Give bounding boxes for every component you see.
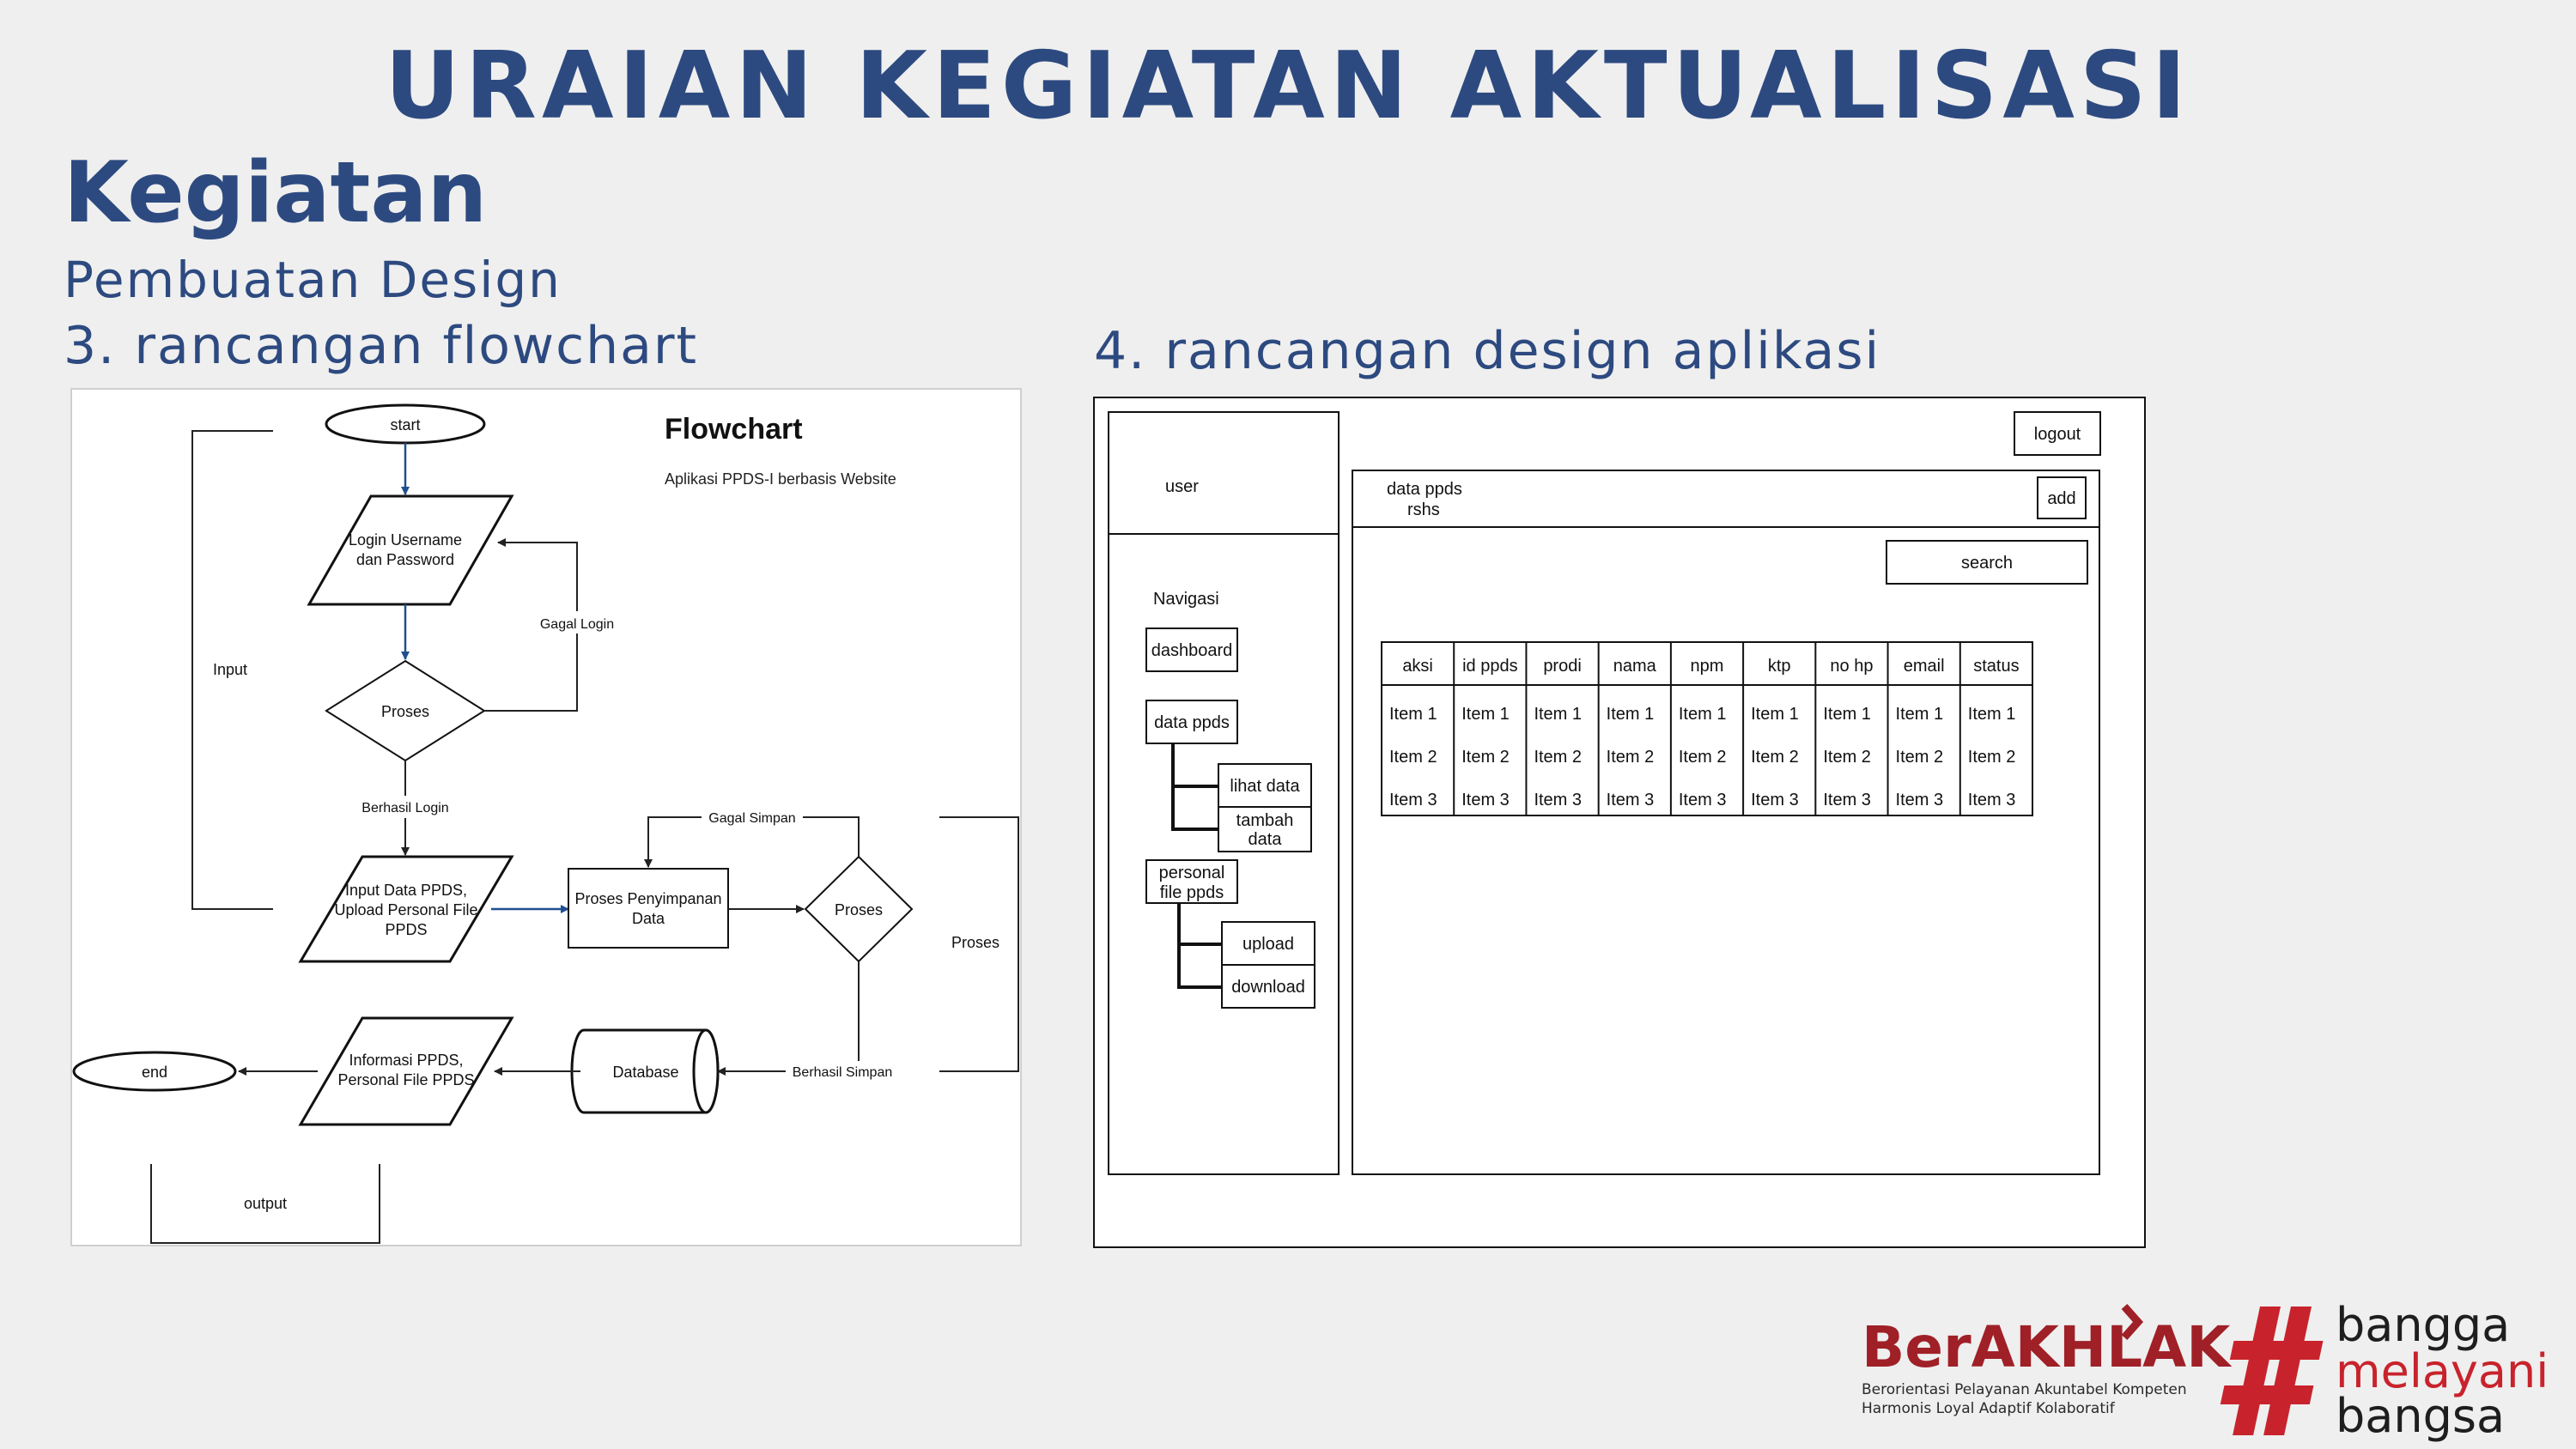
- nav-download[interactable]: [1222, 965, 1315, 1008]
- section-title: Kegiatan: [64, 144, 488, 242]
- nav-dashboard[interactable]: [1146, 628, 1237, 671]
- nav-data-ppds[interactable]: [1146, 700, 1237, 743]
- flowchart-subtitle: Aplikasi PPDS-I berbasis Website: [665, 470, 896, 488]
- design-mockup: [1093, 397, 2146, 1248]
- proses-2-label: Proses: [834, 901, 884, 919]
- simpan-label-1: Proses Penyimpanan: [574, 890, 722, 907]
- nav-tambah-label-2: data: [1248, 830, 1282, 849]
- berhasil-simpan-label: Berhasil Simpan: [792, 1065, 893, 1080]
- nav-lihat-data-label: lihat data: [1230, 777, 1300, 796]
- melayani-word: melayani: [2336, 1344, 2549, 1398]
- berakhlak-logo: [1862, 1307, 2233, 1417]
- table-cell: Item 1: [1606, 705, 1655, 724]
- proses-1-label: Proses: [380, 703, 430, 720]
- table-cell: Item 1: [1678, 705, 1727, 724]
- nav-personal-file[interactable]: [1146, 860, 1237, 903]
- bangsa-word: bangsa: [2336, 1389, 2506, 1442]
- gagal-login-label: Gagal Login: [539, 617, 615, 632]
- berakhlak-wordmark: BerAKHLAK: [1862, 1314, 2231, 1380]
- nav-personal-label-1: personal: [1158, 864, 1225, 882]
- bangga-word: bangga: [2336, 1298, 2511, 1352]
- nav-tambah-data[interactable]: [1218, 807, 1311, 852]
- table-cell: Item 1: [1751, 705, 1799, 724]
- table-cell: Item 2: [1461, 748, 1510, 767]
- start-label: start: [390, 416, 421, 433]
- nav-download-label: download: [1231, 978, 1305, 997]
- hashtag-icon: [2214, 1307, 2330, 1435]
- table-header-cell: nama: [1613, 657, 1656, 676]
- input-label-3: PPDS: [385, 921, 428, 938]
- table-cell: Item 1: [1461, 705, 1510, 724]
- table-cell: Item 3: [1389, 791, 1437, 809]
- logout-button[interactable]: [2014, 412, 2100, 455]
- table-cell: Item 1: [1967, 705, 2016, 724]
- input-label-1: Input Data PPDS,: [344, 882, 468, 899]
- table-cell: Item 1: [1895, 705, 1944, 724]
- table-header-cell: no hp: [1830, 657, 1874, 676]
- logout-label: logout: [2033, 425, 2081, 444]
- table-cell: Item 1: [1389, 705, 1437, 724]
- nav-dashboard-label: dashboard: [1151, 641, 1233, 660]
- add-label: add: [2047, 489, 2076, 508]
- table-cell: Item 2: [1967, 748, 2016, 767]
- end-label: end: [141, 1064, 168, 1081]
- bangga-melayani-logo: [2214, 1298, 2549, 1442]
- nav-tambah-label-1: tambah: [1236, 811, 1294, 830]
- simpan-label-2: Data: [631, 910, 665, 927]
- info-label-2: Personal File PPDS: [337, 1071, 475, 1088]
- input-label: Input: [213, 661, 248, 678]
- table-cell: Item 3: [1895, 791, 1944, 809]
- page-title-2: rshs: [1407, 500, 1440, 519]
- info-label-1: Informasi PPDS,: [349, 1052, 464, 1069]
- gagal-simpan-label: Gagal Simpan: [708, 811, 796, 826]
- slide-title: URAIAN KEGIATAN AKTUALISASI: [385, 33, 2191, 140]
- table-header-cell: ktp: [1767, 657, 1791, 676]
- database-cap: [694, 1030, 718, 1113]
- search-input[interactable]: [1886, 541, 2087, 584]
- login-label-2: dan Password: [355, 551, 455, 568]
- login-label-1: Login Username: [348, 531, 463, 549]
- berhasil-login-label: Berhasil Login: [361, 801, 449, 815]
- flowchart-title: Flowchart: [665, 413, 803, 446]
- user-label: user: [1165, 477, 1199, 496]
- table-cell: Item 2: [1751, 748, 1799, 767]
- add-button[interactable]: [2038, 477, 2086, 518]
- table-cell: Item 2: [1678, 748, 1727, 767]
- flowchart-diagram: [70, 388, 1022, 1246]
- berakhlak-tagline-2: Harmonis Loyal Adaptif Kolaboratif: [1862, 1400, 2115, 1417]
- table-header-cell: id ppds: [1462, 657, 1518, 676]
- nav-label: Navigasi: [1153, 590, 1219, 609]
- table-header-cell: npm: [1690, 657, 1724, 676]
- proses-bracket-label: Proses: [951, 934, 1000, 951]
- design-heading: 4. rancangan design aplikasi: [1094, 321, 1881, 381]
- flowchart-heading: 3. rancangan flowchart: [64, 316, 699, 376]
- table-cell: Item 3: [1534, 791, 1583, 809]
- table-cell: Item 3: [1823, 791, 1871, 809]
- simpan-node: [568, 869, 728, 948]
- table-header-cell: aksi: [1402, 657, 1433, 676]
- table-cell: Item 2: [1389, 748, 1437, 767]
- table-cell: Item 1: [1534, 705, 1583, 724]
- nav-personal-label-2: file ppds: [1159, 883, 1224, 902]
- table-cell: Item 2: [1606, 748, 1655, 767]
- table-cell: Item 3: [1967, 791, 2016, 809]
- flowchart-frame: [71, 389, 1021, 1246]
- nav-upload-label: upload: [1242, 935, 1295, 954]
- table-cell: Item 2: [1534, 748, 1583, 767]
- table-cell: Item 3: [1461, 791, 1510, 809]
- section-subtitle: Pembuatan Design: [64, 251, 562, 309]
- search-label: search: [1960, 554, 2014, 573]
- table-cell: Item 1: [1823, 705, 1871, 724]
- berakhlak-tagline-1: Berorientasi Pelayanan Akuntabel Kompeten: [1862, 1381, 2187, 1398]
- database-label: Database: [612, 1064, 679, 1081]
- input-label-2: Upload Personal File: [334, 901, 478, 919]
- data-table: [1382, 642, 2032, 815]
- page-title-1: data ppds: [1387, 480, 1462, 499]
- table-cell: Item 3: [1606, 791, 1655, 809]
- table-header-cell: status: [1973, 657, 2020, 676]
- table-header-cell: email: [1903, 657, 1945, 676]
- table-header-cell: prodi: [1543, 657, 1582, 676]
- table-cell: Item 2: [1895, 748, 1944, 767]
- nav-lihat-data[interactable]: [1218, 764, 1311, 807]
- table-cell: Item 2: [1823, 748, 1871, 767]
- logo-area: [1855, 1296, 2559, 1442]
- nav-data-ppds-label: data ppds: [1154, 713, 1230, 732]
- table-cell: Item 3: [1751, 791, 1799, 809]
- table-cell: Item 3: [1678, 791, 1727, 809]
- output-label: output: [243, 1195, 288, 1212]
- nav-upload[interactable]: [1222, 922, 1315, 965]
